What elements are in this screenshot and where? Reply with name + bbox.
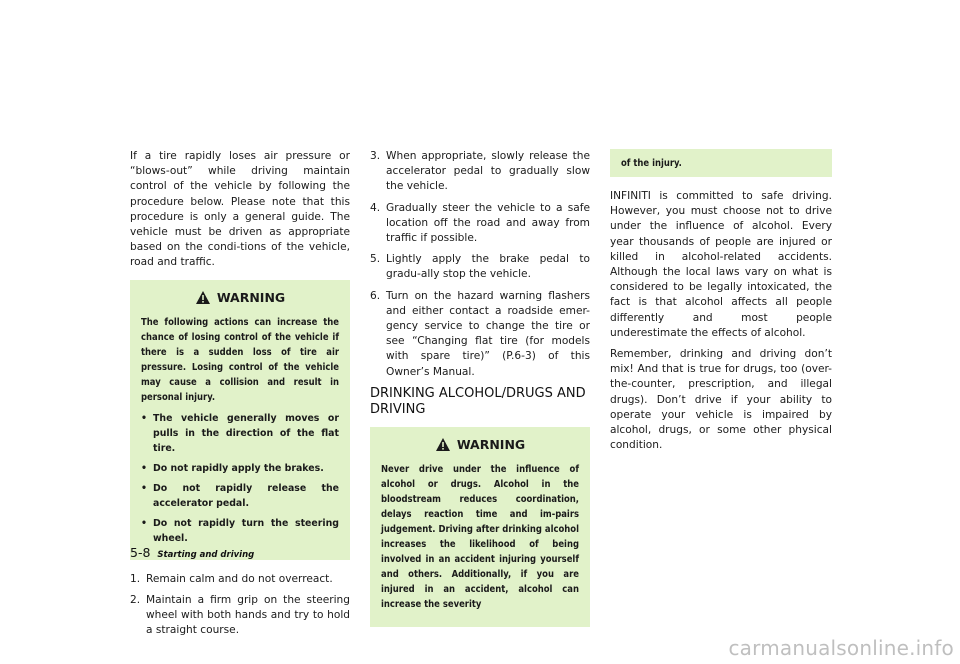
warning-bullet: • Do not rapidly turn the steering wheel. <box>141 517 339 544</box>
page-number: 5-8 <box>130 545 151 560</box>
warning-header <box>381 437 579 452</box>
warning-continued-text: of the injury. <box>621 158 682 169</box>
paragraph-reminder: Remember, drinking and driving don’t mix! And that is true for drugs, too (over-the-counter, prescription, and illegal drugs). Don’t drive if your ability to operate your vehicle is impaired by alcohol, drugs, or some other physical condition. <box>610 348 832 452</box>
step-item: 5. Lightly apply the brake pedal to gradu-ally stop the vehicle. <box>370 253 590 281</box>
paragraph-commitment: INFINITI is committed to safe driving. However, you must choose not to drive under the influence of alcohol. Every year thousands of people are injured or killed in alcohol-related accidents. Although the local laws vary on what is considered to be legally intoxicated, the fact is that alcohol affects all people differently and most people underestimate the effects of alcohol. <box>610 190 832 339</box>
warning-bullet: • Do not rapidly apply the brakes. <box>141 462 324 474</box>
warning-header <box>141 290 339 305</box>
page-footer <box>130 545 254 560</box>
step-item: 4. Gradually steer the vehicle to a safe location off the road and away from traffic if possible. <box>370 201 590 245</box>
chapter-title: Starting and driving <box>157 550 255 560</box>
warning-triangle-icon <box>435 437 457 452</box>
column-2 <box>370 149 590 639</box>
step-item: 3. When appropriate, slowly release the accelerator pedal to gradually slow the vehicle. <box>370 150 590 193</box>
section-heading: DRINKING ALCOHOL/DRUGS AND DRIVING <box>370 385 586 417</box>
watermark: carmanualsonline.info <box>728 636 954 660</box>
warning-bullet: • Do not rapidly release the accelerator pedal. <box>141 482 339 509</box>
step-item: 1. Remain calm and do not overreact. <box>130 572 333 585</box>
step-item: 6. Turn on the hazard warning flashers and either contact a roadside emer-gency service to change the tire or see “Changing flat tire (for models with spare tire)” (P.6-3) of this Owner’s Manual. <box>370 289 590 378</box>
column-1 <box>130 149 350 644</box>
warning-box-alcohol <box>370 427 590 627</box>
warning-text: The following actions can increase the chance of losing control of the vehicle if there is a sudden loss of tire air pressure. Losing control of the vehicle may cause a collision and result in personal injury. <box>141 316 339 403</box>
step-item: 2. Maintain a firm grip on the steering wheel with both hands and try to hold a straight course. <box>130 593 350 637</box>
warning-bullet: • The vehicle generally moves or pulls in the direction of the flat tire. <box>141 412 339 454</box>
warning-text: Never drive under the influence of alcohol or drugs. Alcohol in the bloodstream reduces coordination, delays reaction time and im-pairs judgement. Driving after drinking alcohol increases the likelihood of being involved in an accident injuring yourself and others. Additionally, if you are injured in an accident, alcohol can increase the severity <box>381 463 579 610</box>
intro-paragraph: If a tire rapidly loses air pressure or “blows-out” while driving maintain control of the vehicle by following the procedure below. Please note that this procedure is only a general guide. The vehicle must be driven as appropriate based on the condi-tions of the vehicle, road and traffic. <box>130 150 350 269</box>
warning-title: WARNING <box>456 436 526 452</box>
column-3 <box>610 149 832 459</box>
warning-box-continued <box>610 149 832 177</box>
warning-box-tire <box>130 280 350 560</box>
warning-triangle-icon <box>195 290 217 305</box>
warning-title: WARNING <box>216 289 286 305</box>
